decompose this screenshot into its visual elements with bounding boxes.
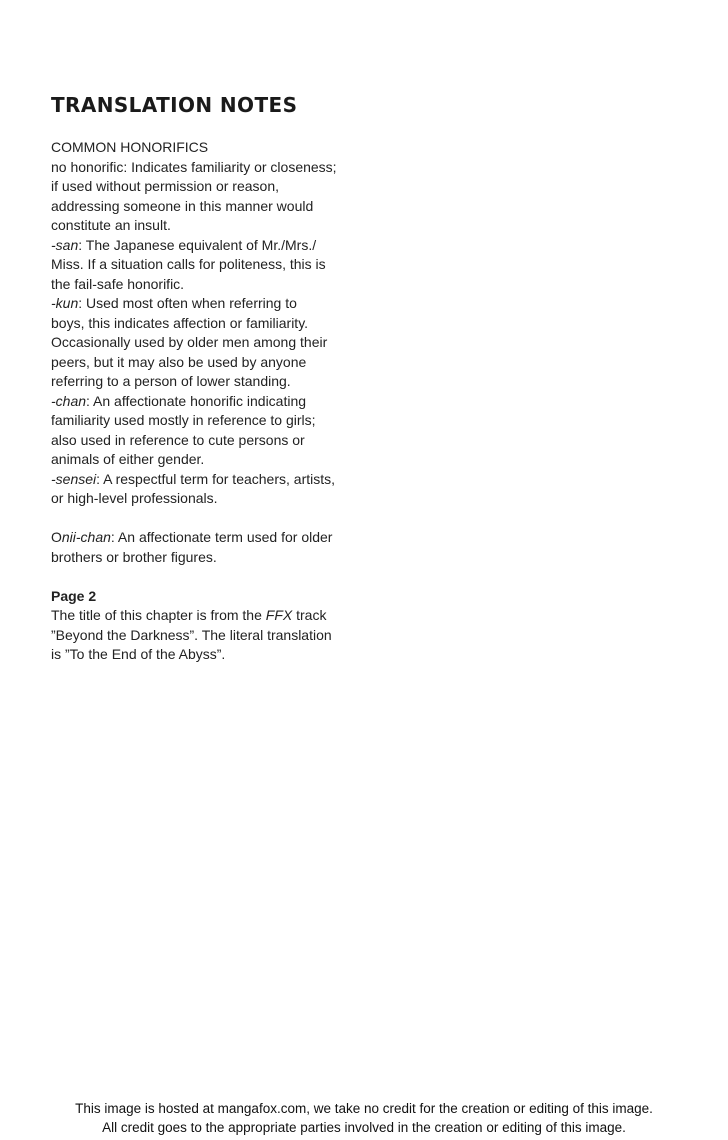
page-2-line-3: is ”To the End of the Abyss”. <box>51 646 226 662</box>
kun-line-2: boys, this indicates affection or familiarity. <box>51 314 309 331</box>
chan-line-4: animals of either gender. <box>51 451 205 467</box>
chan-entry-line-1 <box>51 392 361 412</box>
onii-chan-definition-start: : An affectionate term used for older <box>110 529 333 545</box>
kun-entry-line-1 <box>51 294 361 314</box>
sensei-line-2: or high-level professionals. <box>51 490 218 506</box>
credit-line-2: All credit goes to the appropriate parties involved in the creation or editing of this image. <box>102 1120 626 1135</box>
onii-chan-prefix: O <box>51 529 62 545</box>
page-2-line-2: ”Beyond the Darkness”. The literal translation <box>51 626 332 643</box>
onii-chan-section <box>51 528 361 567</box>
page-2-line-1-start: The title of this chapter is from the <box>51 607 266 623</box>
sensei-entry-line-1 <box>51 470 361 490</box>
paragraph-gap <box>51 509 361 529</box>
no-honorific-line-2: if used without permission or reason, <box>51 178 279 194</box>
hosting-credit-footer <box>0 1099 728 1137</box>
kun-line-4: peers, but it may also be used by anyone <box>51 353 307 370</box>
san-definition-start: : The Japanese equivalent of Mr./Mrs./ <box>78 236 317 253</box>
honorifics-section <box>51 138 361 509</box>
chan-line-2: familiarity used mostly in reference to girls; <box>51 412 316 428</box>
page-2-section <box>51 587 361 665</box>
sensei-term: -sensei <box>51 470 97 487</box>
kun-definition-start: : Used most often when referring to <box>78 295 297 311</box>
page-2-line-1-end: track <box>292 607 327 623</box>
translation-notes-body <box>51 138 361 665</box>
san-term: -san <box>51 236 79 253</box>
san-line-2: Miss. If a situation calls for politeness, this is <box>51 256 326 272</box>
onii-chan-term: nii-chan <box>61 529 111 545</box>
no-honorific-line-1: no honorific: Indicates familiarity or closeness; <box>51 158 337 175</box>
credit-line-1: This image is hosted at mangafox.com, we take no credit for the creation or editing of this image. <box>75 1101 653 1116</box>
san-line-3: the fail-safe honorific. <box>51 275 185 292</box>
onii-chan-entry-line-1 <box>51 528 361 548</box>
chan-definition-start: : An affectionate honorific indicating <box>86 392 307 409</box>
kun-line-3: Occasionally used by older men among their <box>51 334 328 350</box>
ffx-term: FFX <box>265 607 293 623</box>
no-honorific-line-3: addressing someone in this manner would <box>51 197 314 214</box>
onii-chan-line-2: brothers or brother figures. <box>51 548 217 565</box>
honorifics-heading: COMMON HONORIFICS <box>51 139 209 155</box>
no-honorific-line-4: constitute an insult. <box>51 217 171 233</box>
page-title: TRANSLATION NOTES <box>51 93 298 117</box>
chan-term: -chan <box>51 392 87 409</box>
chan-line-3: also used in reference to cute persons or <box>51 431 305 448</box>
paragraph-gap <box>51 567 361 587</box>
kun-line-5: referring to a person of lower standing. <box>51 373 291 389</box>
sensei-definition-start: : A respectful term for teachers, artists, <box>96 470 336 487</box>
san-entry-line-1 <box>51 236 361 256</box>
page-2-heading: Page 2 <box>51 587 97 604</box>
page-2-line-1 <box>51 606 361 626</box>
kun-term: -kun <box>51 295 79 311</box>
